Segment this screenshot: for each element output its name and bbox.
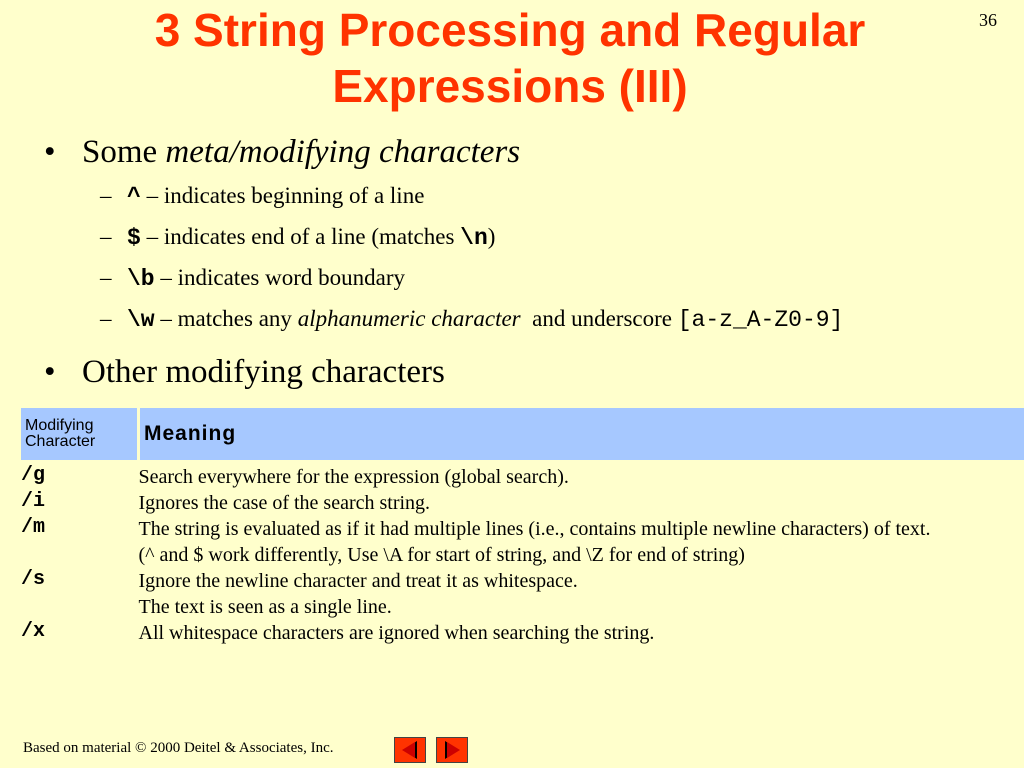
sub-item-dollar: – $ – indicates end of a line (matches \n) bbox=[100, 224, 496, 251]
slide-title bbox=[40, 2, 980, 114]
table-row bbox=[21, 490, 1024, 516]
modifier-cell: /g bbox=[21, 464, 46, 487]
meaning-cell: Ignore the newline character and treat it as whitespace. bbox=[138, 570, 578, 592]
modifier-cell bbox=[21, 594, 139, 620]
bullet-dot: • bbox=[44, 134, 56, 170]
sub-item-code: \b bbox=[127, 266, 155, 292]
meaning-cell: Search everywhere for the expression (global search). bbox=[138, 466, 569, 488]
slide-number: 36 bbox=[979, 10, 997, 30]
modifier-cell: /m bbox=[21, 516, 46, 539]
sub-item-emphasis: alphanumeric character bbox=[297, 306, 521, 331]
modifier-cell: /i bbox=[21, 490, 46, 513]
meaning-cell: (^ and $ work differently, Use \A for start of string, and \Z for end of string) bbox=[138, 544, 745, 566]
bullet-text: Other modifying characters bbox=[82, 354, 445, 390]
sub-item-code: ^ bbox=[127, 184, 141, 210]
sub-item-code: \n bbox=[460, 225, 488, 251]
sub-item-code: $ bbox=[127, 225, 141, 251]
modifier-table bbox=[21, 408, 1024, 646]
table-row bbox=[21, 462, 1024, 490]
bullet-meta-characters bbox=[44, 132, 520, 172]
sub-item-text: ) bbox=[487, 224, 496, 249]
title-line-1: 3 String Processing and Regular bbox=[154, 4, 866, 56]
title-line-2: Expressions (III) bbox=[332, 60, 688, 112]
table-row bbox=[21, 542, 1024, 568]
meaning-cell: All whitespace characters are ignored when searching the string. bbox=[138, 622, 655, 644]
meaning-cell: Ignores the case of the search string. bbox=[138, 492, 431, 514]
table-row bbox=[21, 620, 1024, 646]
table-row bbox=[21, 516, 1024, 542]
bullet-emphasis: meta/modifying characters bbox=[165, 134, 521, 170]
sub-item-word-boundary: – \b – indicates word boundary bbox=[100, 265, 405, 292]
bullet-dot: • bbox=[44, 354, 56, 390]
bullet-other-modifiers bbox=[44, 352, 445, 392]
sub-item-text: – matches any bbox=[154, 306, 298, 331]
previous-slide-button[interactable] bbox=[394, 737, 426, 763]
next-slide-button[interactable] bbox=[436, 737, 468, 763]
table-row bbox=[21, 568, 1024, 594]
sub-item-char-class: [a-z_A-Z0-9] bbox=[677, 307, 844, 333]
meaning-cell: The string is evaluated as if it had multiple lines (i.e., contains multiple newline characters) of text. bbox=[138, 518, 931, 540]
sub-item-text: – indicates beginning of a line bbox=[140, 183, 425, 208]
sub-item-word-char: – \w – matches any alphanumeric character and underscore [a-z_A-Z0-9] bbox=[100, 306, 844, 333]
sub-item-text: and underscore bbox=[520, 306, 678, 331]
table-header-row bbox=[21, 408, 1024, 462]
table-row bbox=[21, 594, 1024, 620]
sub-item-text: – indicates end of a line (matches bbox=[140, 224, 461, 249]
meaning-cell: The text is seen as a single line. bbox=[138, 596, 392, 618]
modifier-cell: /x bbox=[21, 620, 46, 643]
modifier-cell bbox=[21, 542, 139, 568]
header-modifying-character bbox=[21, 408, 139, 462]
right-arrow-icon bbox=[437, 738, 467, 762]
footer-credit: Based on material © 2000 Deitel & Associates, Inc. bbox=[23, 740, 334, 756]
modifier-cell: /s bbox=[21, 568, 46, 591]
header-line: Modifying bbox=[25, 417, 94, 434]
sub-item-code: \w bbox=[127, 307, 155, 333]
sub-item-text: – indicates word boundary bbox=[154, 265, 405, 290]
header-meaning: Meaning bbox=[139, 408, 1024, 462]
bullet-text: Some bbox=[82, 134, 166, 170]
left-arrow-icon bbox=[395, 738, 425, 762]
header-line: Character bbox=[25, 433, 96, 450]
sub-item-caret: – ^ – indicates beginning of a line bbox=[100, 183, 425, 210]
